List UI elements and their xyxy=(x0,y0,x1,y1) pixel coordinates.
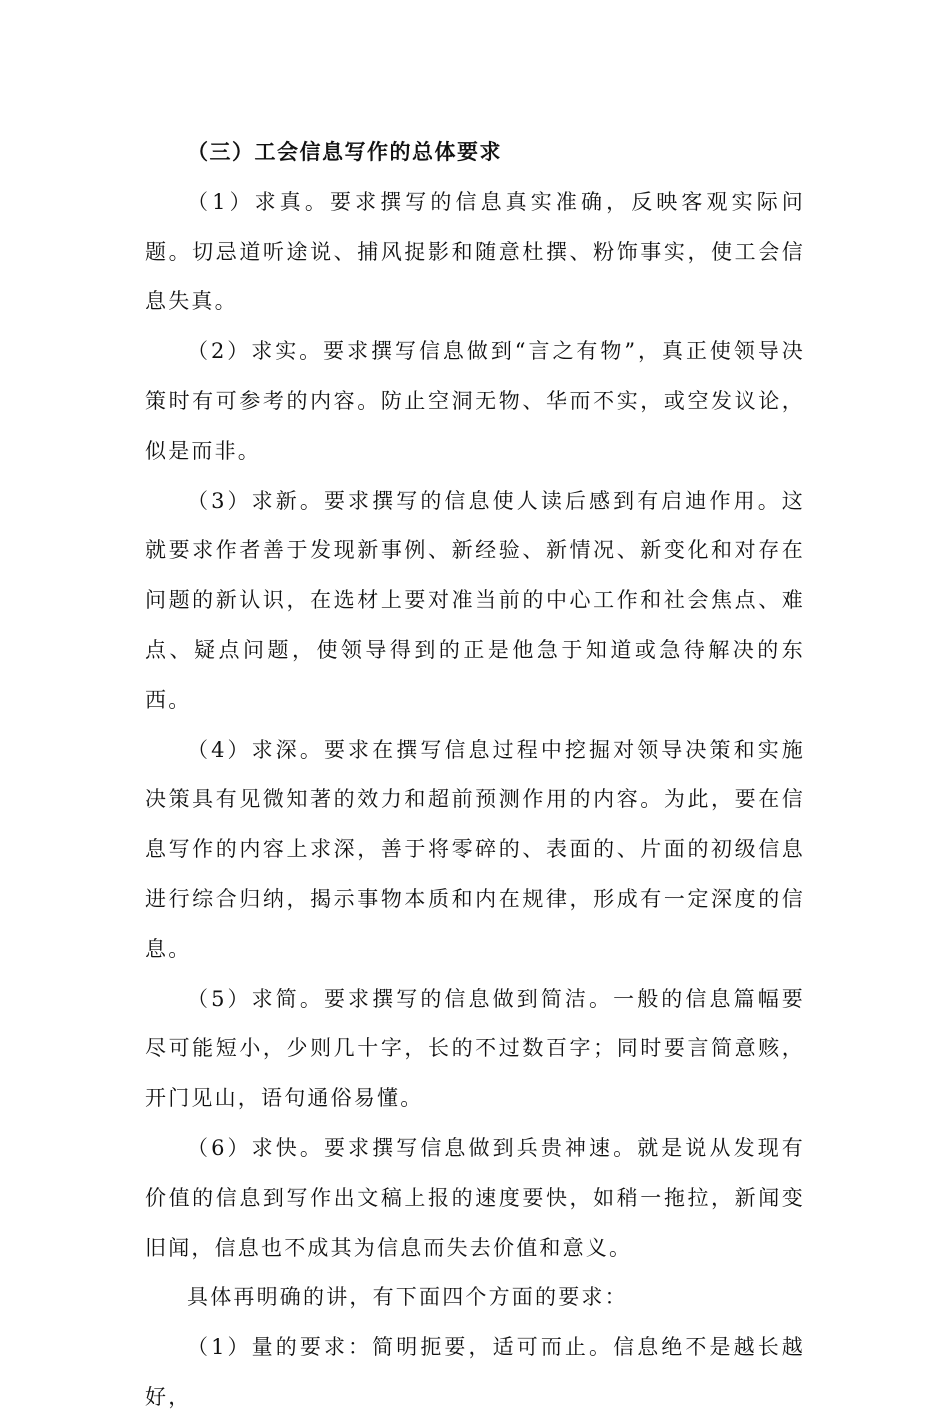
paragraph-seek-brevity: （5）求简。要求撰写的信息做到简洁。一般的信息篇幅要尽可能短小，少则几十字，长的不过数百字；同时要言简意赅，开门见山，语句通俗易懂。 xyxy=(145,986,805,1111)
section-heading: （三）工会信息写作的总体要求 xyxy=(187,140,502,164)
paragraph-four-requirements-intro: 具体再明确的讲，有下面四个方面的要求： xyxy=(187,1285,628,1310)
paragraph-seek-substance: （2）求实。要求撰写信息做到“言之有物”，真正使领导决策时有可参考的内容。防止空洞无物、华而不实，或空发议论，似是而非。 xyxy=(145,339,805,463)
paragraph-seek-depth: （4）求深。要求在撰写信息过程中挖掘对领导决策和实施决策具有见微知著的效力和超前预测作用的内容。为此，要在信息写作的内容上求深，善于将零碎的、表面的、片面的初级信息进行综合归纳，揭示事物本质和内在规律，形成有一定深度的信息。 xyxy=(145,737,805,961)
paragraph-seek-truth: （1）求真。要求撰写的信息真实准确，反映客观实际问题。切忌道听途说、捕风捉影和随意杜撰、粉饰事实，使工会信息失真。 xyxy=(145,189,805,314)
paragraph-seek-novelty: （3）求新。要求撰写的信息使人读后感到有启迪作用。这就要求作者善于发现新事例、新经验、新情况、新变化和对存在问题的新认识，在选材上要对准当前的中心工作和社会焦点、难点、疑点问题，使领导得到的正是他急于知道或急待解决的东西。 xyxy=(145,488,805,712)
document-body xyxy=(145,128,805,1423)
paragraph-quantity-requirement: （1）量的要求：简明扼要，适可而止。信息绝不是越长越好， xyxy=(145,1335,805,1409)
paragraph-seek-speed: （6）求快。要求撰写信息做到兵贵神速。就是说从发现有价值的信息到写作出文稿上报的速度要快，如稍一拖拉，新闻变旧闻，信息也不成其为信息而失去价值和意义。 xyxy=(145,1135,805,1260)
